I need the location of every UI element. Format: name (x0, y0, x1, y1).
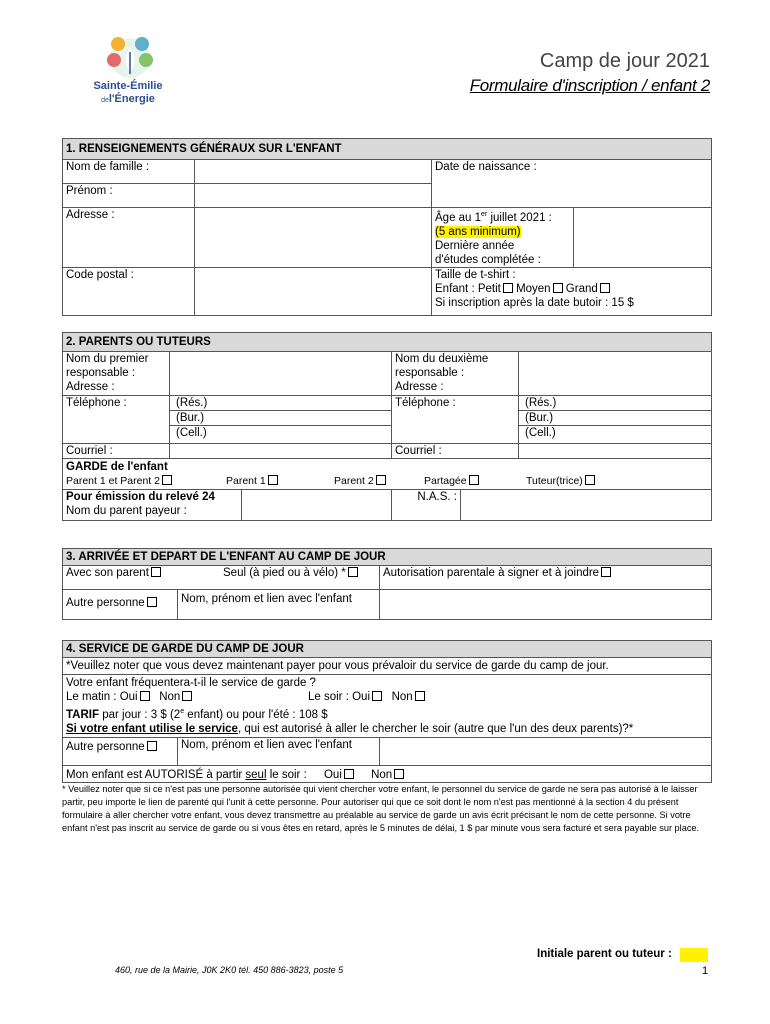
courriel2-label: Courriel : (392, 444, 519, 459)
section-3-heading: 3. ARRIVÉE ET DEPART DE L'ENFANT AU CAMP DE JOUR (63, 549, 712, 566)
tel1-bur: (Bur.) (170, 411, 391, 426)
nom-lien-label: Nom, prénom et lien avec l'enfant (178, 590, 380, 620)
resp1-label-a: Nom du premier (66, 353, 149, 365)
autorise-oui-label: Oui (323, 768, 342, 781)
section-2-heading: 2. PARENTS OU TUTEURS (63, 333, 712, 352)
checkbox-avec-parent[interactable] (151, 567, 161, 577)
garde-opt-p2-label: Parent 2 (334, 475, 374, 487)
checkbox-autre-personne[interactable] (147, 597, 157, 607)
resp1-adresse-label: Adresse : (66, 381, 115, 393)
tel1-cell: (Cell.) (176, 427, 207, 439)
soir-option (308, 690, 425, 704)
field-resp2[interactable] (519, 352, 712, 396)
checkbox-garde-tuteur[interactable] (585, 475, 595, 485)
avec-parent-label: Avec son parent (66, 567, 149, 579)
garde-opt-p2 (334, 474, 386, 488)
autorise-non-label: Non (371, 768, 393, 781)
payeur-label: Nom du parent payeur : (66, 505, 187, 517)
garde-row (63, 459, 712, 490)
field-dob[interactable] (432, 184, 712, 208)
logo-text (78, 80, 178, 107)
s4-autre-personne-cell (63, 737, 178, 765)
courriel1-label: Courriel : (63, 444, 170, 459)
nas-cell (392, 490, 712, 521)
arrivee-row-1 (63, 566, 380, 590)
courriel1-field[interactable] (170, 444, 392, 459)
tarif-label: TARIF (66, 708, 100, 721)
resp2-label (392, 352, 519, 396)
matin-non-label: Non (159, 691, 181, 703)
age-cell (432, 208, 574, 268)
footnote: * Veuillez noter que si ce n'est pas une personne autorisée qui vient chercher votre enfant, le personnel du service de garde ne sera pas autorisé à le laisser partir, peu importe le lien de parenté qui l'unit à cette personne. Pour autoriser qui que ce soit dont le nom n'est pas mentionné à la section 4 du présent formulaire à aller chercher votre enfant, vous devez transmettre au préalable au service de garde un avis écrit précisant le nom de cette personne. Si votre enfant n'est pas inscrit au service de garde ou si vous êtes en retard, après le 5 minutes de délai, 1 $ par minute vous sera facturé et sera payable sur place. (62, 784, 700, 833)
checkbox-s4-autre-personne[interactable] (147, 741, 157, 751)
checkbox-grand[interactable] (600, 283, 610, 293)
garde-heading: GARDE de l'enfant (66, 461, 168, 473)
garde-opt-partagee (424, 474, 479, 488)
tshirt-label: Taille de t-shirt : (435, 269, 516, 281)
autorisation-label: Autorisation parentale à signer et à joindre (383, 567, 600, 579)
checkbox-garde-p1[interactable] (268, 475, 278, 485)
service-question: Votre enfant fréquentera-t-il le service de garde ? (66, 677, 316, 689)
resp2-adresse-label: Adresse : (395, 381, 444, 393)
initiale-label: Initiale parent ou tuteur : (537, 948, 672, 960)
checkbox-matin-oui[interactable] (140, 691, 150, 701)
soir-oui-label: Le soir : Oui (308, 691, 370, 703)
seul-option (223, 566, 358, 580)
label-nom: Nom de famille : (63, 160, 195, 184)
garde-opt-tuteur-label: Tuteur(trice) (526, 475, 583, 487)
tarif-line (66, 705, 708, 722)
tel2-label: Téléphone : (392, 396, 519, 444)
checkbox-garde-both[interactable] (162, 475, 172, 485)
age-sup: er (481, 211, 488, 218)
label-postal: Code postal : (63, 268, 195, 316)
tarif-sup: e (180, 708, 185, 715)
logo-line2: l'Énergie (108, 93, 155, 105)
document-title: Camp de jour 2021 (539, 50, 710, 72)
courriel2-field[interactable] (519, 444, 712, 459)
garde-options (66, 474, 708, 488)
resp2-label-b: responsable : (395, 367, 465, 379)
field-age-etudes[interactable] (574, 208, 712, 268)
autorise-u: seul (245, 768, 267, 781)
tel1-res: (Rés.) (170, 396, 391, 411)
garde-opt-p1 (226, 474, 278, 488)
releve-heading: Pour émission du relevé 24 (66, 491, 215, 503)
checkbox-garde-p2[interactable] (376, 475, 386, 485)
checkbox-soir-oui[interactable] (372, 691, 382, 701)
section-1-heading: 1. RENSEIGNEMENTS GÉNÉRAUX SUR L'ENFANT (63, 139, 712, 160)
field-prenom[interactable] (195, 184, 432, 208)
tarif-a: par jour : 3 $ (2 (99, 708, 181, 721)
checkbox-autorise-oui[interactable] (344, 769, 354, 779)
resp2-label-a: Nom du deuxième (395, 353, 489, 365)
field-nom[interactable] (195, 160, 432, 184)
resp1-label (63, 352, 170, 396)
section-4-table (62, 640, 712, 783)
field-autre-personne[interactable] (380, 590, 712, 620)
seul-label: Seul (à pied ou à vélo) * (223, 567, 346, 579)
checkbox-autorisation[interactable] (601, 567, 611, 577)
age-label-b: juillet 2021 : (487, 211, 552, 224)
butoir-note: Si inscription après la date butoir : 15 $ (435, 297, 634, 309)
footer-address: 460, rue de la Mairie, J0K 2K0 tél. 450 886-3823, poste 5 (115, 965, 344, 975)
age-minimum: (5 ans minimum) (435, 225, 521, 238)
section-2-table (62, 332, 712, 521)
tshirt-grand-label: Grand (565, 283, 598, 295)
tel1-field[interactable] (170, 396, 392, 444)
autre-personne-label: Autre personne (66, 597, 145, 609)
page-number: 1 (702, 965, 709, 977)
checkbox-moyen[interactable] (553, 283, 563, 293)
field-resp1[interactable] (170, 352, 392, 396)
tel2-bur: (Bur.) (519, 411, 711, 426)
payeur-field[interactable] (241, 490, 391, 520)
releve-cell (63, 490, 392, 521)
checkbox-seul[interactable] (348, 567, 358, 577)
garde-opt-tuteur (526, 474, 595, 488)
label-adresse: Adresse : (63, 208, 195, 268)
checkbox-petit[interactable] (503, 283, 513, 293)
service-notice: *Veuillez noter que vous devez maintenant payer pour vous prévaloir du service de garde du camp de jour. (63, 658, 712, 675)
matin-oui-label: Le matin : Oui (66, 691, 138, 703)
garde-opt-both-label: Parent 1 et Parent 2 (66, 475, 160, 487)
field-postal[interactable] (195, 268, 432, 316)
logo-line1: Sainte-Émilie (93, 80, 163, 92)
field-s4-autre-personne[interactable] (380, 737, 712, 765)
s4-autre-personne-label: Autre personne (66, 740, 145, 753)
initiale-field[interactable] (680, 948, 708, 962)
service-options (63, 675, 712, 738)
garde-opt-both (66, 474, 172, 488)
checkbox-garde-partagee[interactable] (469, 475, 479, 485)
label-dob: Date de naissance : (432, 160, 712, 184)
autorise-a: Mon enfant est AUTORISÉ à partir (66, 768, 246, 781)
tel2-cell: (Cell.) (525, 427, 556, 439)
field-adresse[interactable] (195, 208, 432, 268)
checkbox-soir-non[interactable] (415, 691, 425, 701)
section-3-table (62, 548, 712, 620)
resp1-label-b: responsable : (66, 367, 136, 379)
garde-opt-p1-label: Parent 1 (226, 475, 266, 487)
soir-non-label: Non (391, 691, 413, 703)
etudes-label: d'études complétée : (435, 253, 541, 266)
section-4-heading: 4. SERVICE DE GARDE DU CAMP DE JOUR (63, 641, 712, 658)
logo-de: de (101, 97, 109, 104)
tshirt-petit-label: Enfant : Petit (435, 283, 501, 295)
tel2-field[interactable] (519, 396, 712, 444)
tshirt-cell (432, 268, 712, 316)
nas-label: N.A.S. : (417, 491, 457, 503)
autorise-b: le soir : (266, 768, 307, 781)
tel2-res: (Rés.) (519, 396, 711, 411)
tarif-c: enfant) ou pour l'été : 108 $ (184, 708, 328, 721)
derniere-label: Dernière année (435, 239, 515, 252)
si-line (66, 722, 708, 736)
section-1-table (62, 138, 712, 316)
nas-field[interactable] (460, 490, 711, 520)
tshirt-moyen-label: Moyen (516, 283, 551, 295)
matin-option (66, 690, 192, 704)
si-label: Si votre enfant utilise le service (66, 722, 238, 735)
tel1-label: Téléphone : (63, 396, 170, 444)
checkbox-autorise-non[interactable] (394, 769, 404, 779)
s4-nom-lien-label: Nom, prénom et lien avec l'enfant (178, 737, 380, 765)
autre-personne-cell (63, 590, 178, 620)
label-prenom: Prénom : (63, 184, 195, 208)
age-label-a: Âge au 1 (435, 211, 482, 224)
autorisation-cell (380, 566, 712, 590)
checkbox-matin-non[interactable] (182, 691, 192, 701)
document-subtitle: Formulaire d'inscription / enfant 2 (469, 76, 710, 95)
autorise-row (63, 765, 712, 782)
si-rest: , qui est autorisé à aller le chercher le soir (autre que l'un des deux parents)?* (237, 722, 634, 735)
garde-opt-partagee-label: Partagée (424, 475, 467, 487)
